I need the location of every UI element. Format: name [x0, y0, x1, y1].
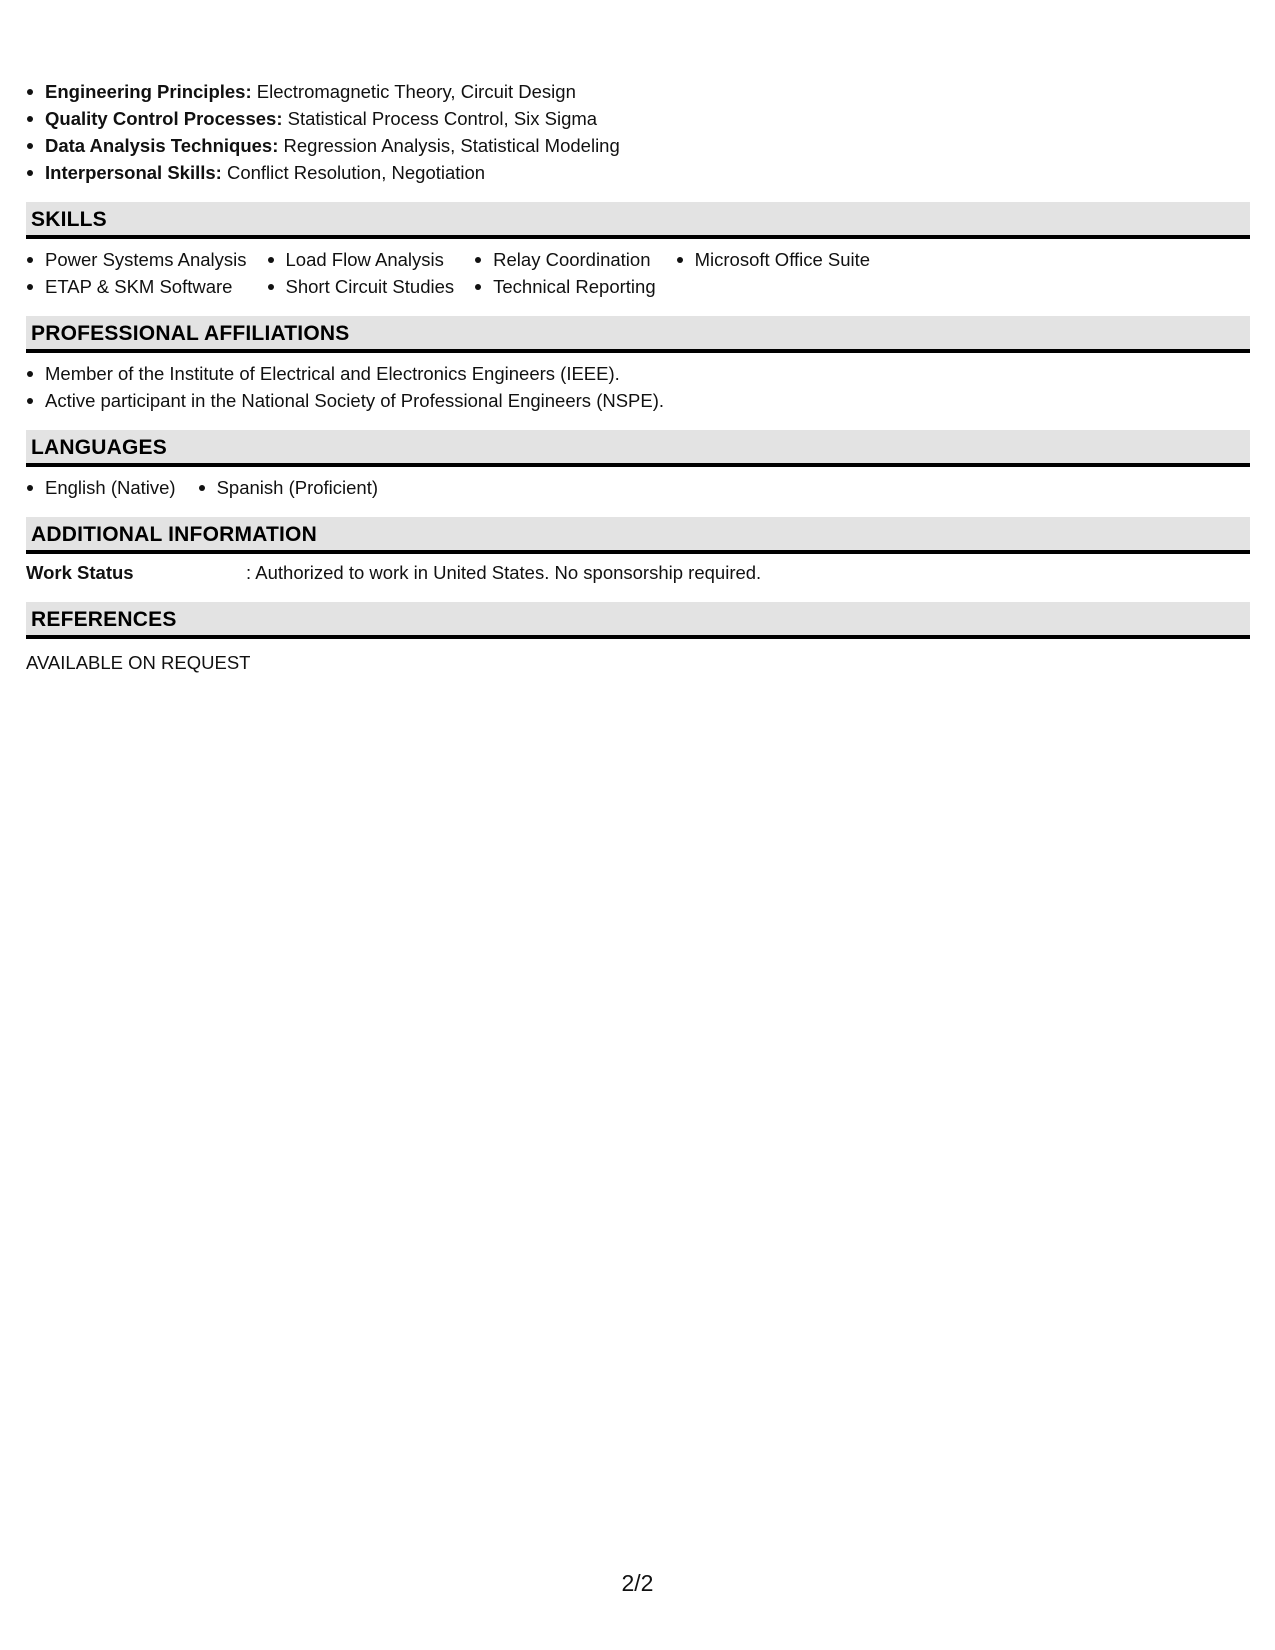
list-item: ETAP & SKM Software [26, 273, 247, 300]
knowledge-text: Electromagnetic Theory, Circuit Design [251, 81, 576, 102]
list-item: Member of the Institute of Electrical and Electronics Engineers (IEEE). [26, 360, 1250, 387]
list-item [26, 105, 1250, 132]
languages-list [26, 474, 1250, 501]
list-item [26, 132, 1250, 159]
knowledge-label: Quality Control Processes: [45, 108, 283, 129]
list-item: Microsoft Office Suite [676, 246, 870, 273]
languages-section-header: LANGUAGES [26, 430, 1250, 467]
knowledge-label: Engineering Principles: [45, 81, 252, 102]
list-item: English (Native) [26, 474, 176, 501]
skills-grid [26, 239, 1250, 300]
knowledge-list [26, 78, 1250, 186]
knowledge-text: Statistical Process Control, Six Sigma [282, 108, 598, 129]
skills-section-header: SKILLS [26, 202, 1250, 239]
skills-column [676, 246, 870, 300]
knowledge-text: Regression Analysis, Statistical Modeling [278, 135, 620, 156]
list-item: Load Flow Analysis [267, 246, 455, 273]
list-item: Technical Reporting [474, 273, 655, 300]
list-item: Active participant in the National Society of Professional Engineers (NSPE). [26, 387, 1250, 414]
list-item: Spanish (Proficient) [198, 474, 378, 501]
work-status-value: : Authorized to work in United States. No sponsorship required. [246, 562, 762, 583]
skills-column [267, 246, 455, 300]
list-item: Power Systems Analysis [26, 246, 247, 273]
list-item: Relay Coordination [474, 246, 655, 273]
additional-info-section-header: ADDITIONAL INFORMATION [26, 517, 1250, 554]
resume-page [26, 78, 1250, 676]
work-status-label: Work Status [26, 562, 134, 583]
list-item [26, 159, 1250, 186]
references-section-header: REFERENCES [26, 602, 1250, 639]
knowledge-label: Data Analysis Techniques: [45, 135, 279, 156]
skills-column [26, 246, 247, 300]
affiliations-list [26, 360, 1250, 414]
list-item: Short Circuit Studies [267, 273, 455, 300]
list-item [26, 78, 1250, 105]
affiliations-body [26, 353, 1250, 414]
skills-column [474, 246, 655, 300]
page-number: 2/2 [621, 1570, 654, 1596]
affiliations-section-header: PROFESSIONAL AFFILIATIONS [26, 316, 1250, 353]
work-status-row [26, 554, 1250, 586]
languages-body [26, 467, 1250, 501]
knowledge-label: Interpersonal Skills: [45, 162, 222, 183]
knowledge-text: Conflict Resolution, Negotiation [221, 162, 486, 183]
references-text: AVAILABLE ON REQUEST [26, 652, 251, 673]
